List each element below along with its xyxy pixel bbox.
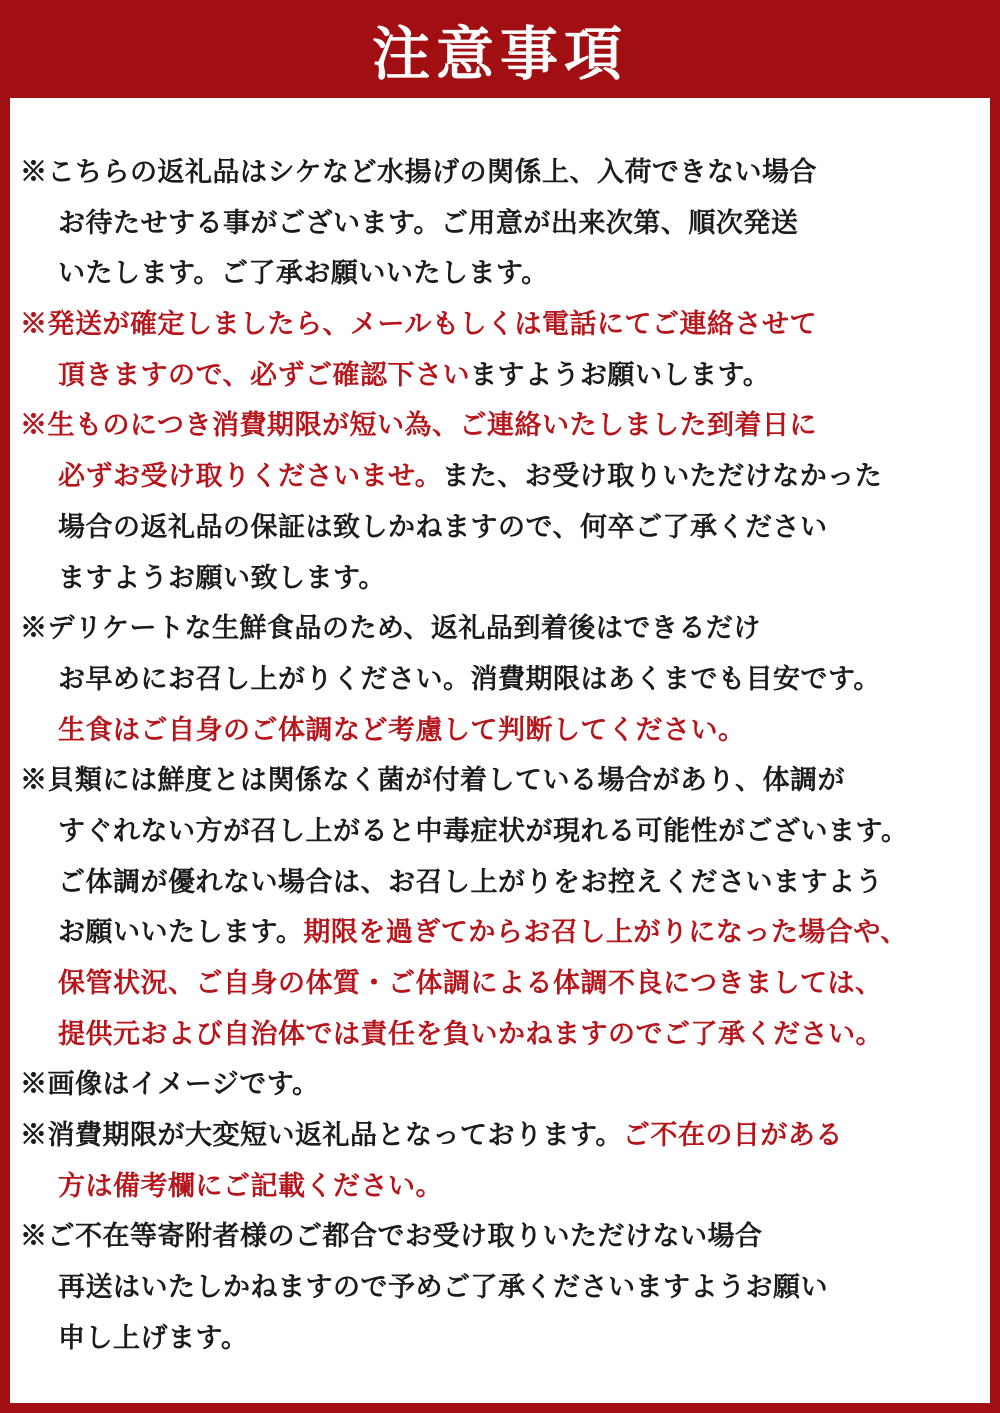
note-line [20, 1111, 990, 1162]
note-line [20, 1060, 990, 1111]
warning-text: 頂きますので、必ずご確認下さい [58, 359, 470, 391]
warning-text: 必ずお受け取りくださいませ。 [58, 461, 443, 493]
note-line [20, 148, 990, 199]
note-line [20, 199, 990, 250]
warning-text: ※発送が確定しましたら、メールもしくは電話にてご連絡させて [20, 309, 817, 341]
note-text: お早めにお召し上がりください。消費期限はあくまでも目安です。 [58, 663, 881, 695]
note-text: ますようお願いします。 [469, 359, 771, 391]
note-text: ※デリケートな生鮮食品のため、返礼品到着後はできるだけ [20, 613, 761, 645]
warning-text: ※生ものにつき消費期限が短い為、ご連絡いたしました到着日に [20, 410, 817, 442]
note-line [20, 655, 990, 706]
note-text: いたします。ご了承お願いいたします。 [58, 258, 549, 290]
note-text: 再送はいたしかねますので予めご了承くださいますようお願い [58, 1272, 828, 1304]
note-line [20, 300, 990, 351]
warning-text: 方は備考欄にご記載ください。 [58, 1170, 443, 1202]
warning-text: 提供元および自治体では責任を負いかねますのでご了承ください。 [58, 1018, 883, 1050]
note-line [20, 1314, 990, 1365]
note-line [20, 452, 990, 503]
note-line [20, 249, 990, 300]
note-text: ※消費期限が大変短い返礼品となっております。 [20, 1120, 623, 1152]
warning-text: 生食はご自身のご体調など考慮して判断してください。 [58, 714, 746, 746]
note-line [20, 807, 990, 858]
page-title: 注意事項 [371, 20, 628, 88]
note-text: ご体調が優れない場合は、お召し上がりをお控えくださいますよう [58, 866, 883, 898]
notes-list [20, 148, 990, 1365]
note-text: ※画像はイメージです。 [20, 1069, 320, 1101]
note-text: 申し上げます。 [58, 1322, 249, 1354]
note-text: すぐれない方が召し上がると中毒症状が現れる可能性がございます。 [58, 815, 909, 847]
note-line [20, 604, 990, 655]
warning-text: 期限を過ぎてからお召し上がりになった場合や、 [303, 917, 908, 949]
note-text: また、お受け取りいただけなかった [442, 461, 883, 493]
note-text: ますようお願い致します。 [58, 562, 386, 594]
warning-text: ご不在の日がある [622, 1120, 843, 1152]
warning-text: 保管状況、ご自身の体質・ご体調による体調不良につきましては、 [58, 968, 883, 999]
note-line [20, 351, 990, 402]
note-line [20, 756, 990, 807]
note-line [20, 959, 990, 1010]
note-line [20, 1263, 990, 1314]
note-line [20, 858, 990, 909]
note-line [20, 1162, 990, 1213]
note-text: ※こちらの返礼品はシケなど水揚げの関係上、入荷できない場合 [20, 157, 817, 188]
note-text: ※貝類には鮮度とは関係なく菌が付着している場合があり、体調が [20, 765, 845, 797]
note-text: ※ご不在等寄附者様のご都合でお受け取りいただけない場合 [20, 1221, 763, 1253]
note-text: お願いいたします。 [58, 917, 304, 949]
note-text: 場合の返礼品の保証は致しかねますので、何卒ご了承ください [58, 511, 828, 543]
note-line [20, 706, 990, 757]
note-line [20, 1212, 990, 1263]
note-line [20, 908, 990, 959]
note-text: お待たせする事がございます。ご用意が出来次第、順次発送 [58, 207, 799, 239]
note-line [20, 503, 990, 554]
note-line [20, 554, 990, 605]
note-line [20, 401, 990, 452]
note-line [20, 1010, 990, 1061]
